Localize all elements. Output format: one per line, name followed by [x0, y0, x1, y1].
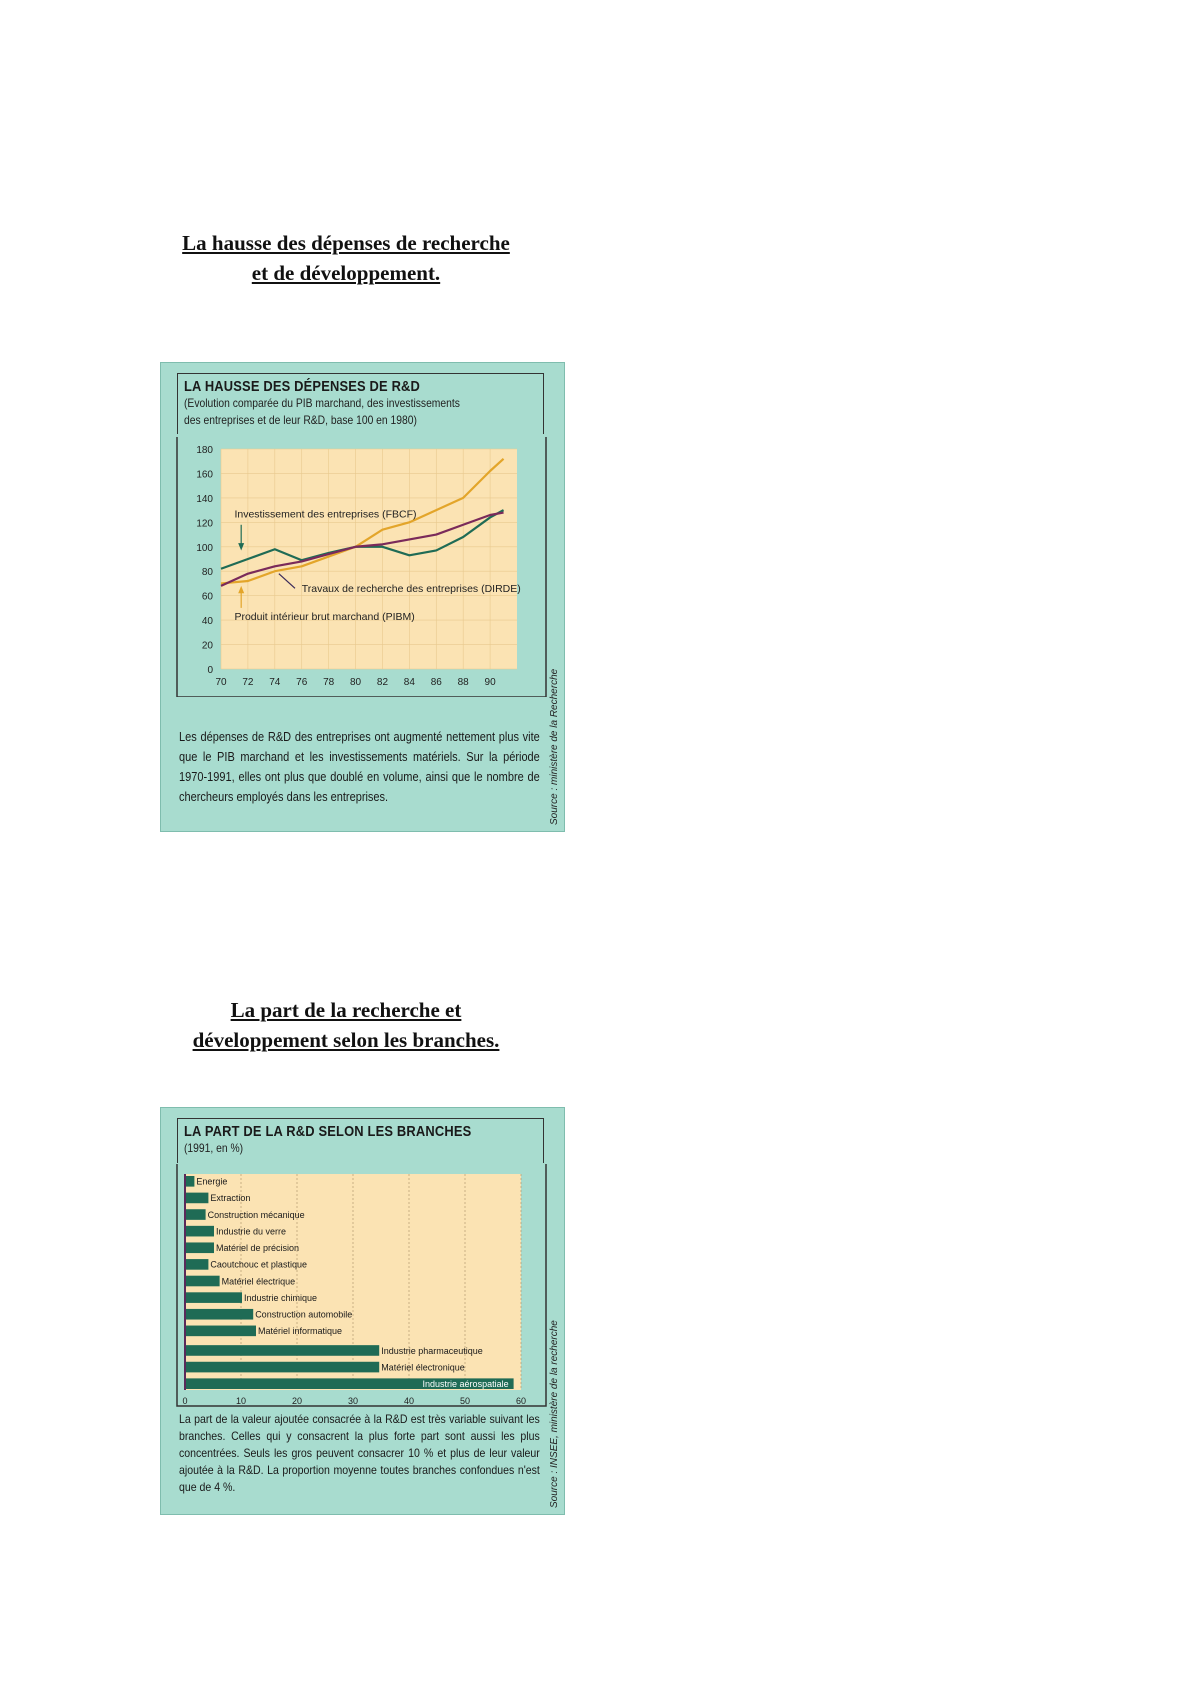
bar-label: Industrie pharmaceutique — [381, 1345, 483, 1356]
y-tick-label: 140 — [196, 493, 213, 505]
bar-label: Matériel de précision — [216, 1243, 300, 1254]
bar — [186, 1345, 379, 1356]
y-tick-label: 80 — [201, 567, 213, 579]
heading-line: et de développement. — [251, 261, 441, 285]
chart-title: LA HAUSSE DES DÉPENSES DE R&D — [184, 378, 421, 395]
bar — [186, 1209, 206, 1220]
y-tick-label: 120 — [196, 518, 213, 530]
x-tick-label: 78 — [323, 677, 335, 688]
heading-line: développement selon les branches. — [192, 1028, 500, 1052]
x-tick-label: 76 — [296, 677, 308, 688]
x-tick-label: 74 — [269, 677, 281, 688]
bar-label: Matériel informatique — [258, 1326, 343, 1337]
y-tick-label: 20 — [201, 640, 213, 652]
bar — [186, 1259, 208, 1270]
bar — [186, 1176, 194, 1187]
bar-label: Industrie aérospatiale — [422, 1379, 509, 1389]
bar — [186, 1193, 208, 1204]
y-tick-label: 100 — [196, 542, 213, 554]
bar-label: Caoutchouc et plastique — [210, 1259, 307, 1270]
y-tick-label: 40 — [201, 616, 213, 628]
bar — [186, 1309, 253, 1320]
bar — [186, 1362, 379, 1373]
bar-label: Matériel électronique — [381, 1362, 465, 1373]
bar — [186, 1292, 242, 1303]
bar-label: Industrie chimique — [244, 1292, 318, 1303]
chart-subtitle-line: (Evolution comparée du PIB marchand, des investissements — [184, 396, 460, 410]
bar — [186, 1226, 214, 1237]
bar — [186, 1276, 220, 1287]
source-note: Source : ministère de la Recherche — [549, 668, 560, 825]
plot-area — [221, 449, 517, 669]
annotation-pibm: Produit intérieur brut marchand (PIBM) — [234, 611, 415, 624]
x-tick-label: 30 — [347, 1396, 359, 1406]
chart-title: LA PART DE LA R&D SELON LES BRANCHES — [184, 1123, 472, 1140]
x-tick-label: 72 — [242, 677, 254, 688]
annotation-fbcf: Investissement des entreprises (FBCF) — [234, 508, 417, 521]
x-tick-label: 90 — [484, 677, 496, 688]
bar — [186, 1326, 256, 1337]
x-tick-label: 70 — [215, 677, 227, 688]
y-tick-label: 160 — [196, 469, 213, 481]
bar-label: Energie — [196, 1176, 228, 1187]
chart-caption: Les dépenses de R&D des entreprises ont augmenté nettement plus vite que le PIB marchand et les investissements matériels. Sur la période 1970-1991, elles ont plus que doublé en volume, ainsi que le nombre de chercheurs employés dans les entreprises. — [179, 730, 540, 804]
chart-header — [177, 373, 544, 434]
y-tick-label: 180 — [196, 445, 213, 456]
bar-label: Matériel électrique — [221, 1276, 296, 1287]
source-note: Source : INSEE, ministère de la recherche — [549, 1320, 560, 1508]
chart-subtitle-line: des entreprises et de leur R&D, base 100 en 1980) — [184, 413, 417, 427]
heading-line: La hausse des dépenses de recherche — [182, 231, 510, 255]
rd-branches-chart-panel — [160, 1107, 565, 1515]
x-tick-label: 20 — [291, 1396, 303, 1406]
x-tick-label: 50 — [459, 1396, 471, 1406]
line-chart — [161, 437, 566, 697]
bar-label: Construction mécanique — [207, 1209, 305, 1220]
x-tick-label: 0 — [182, 1396, 188, 1406]
x-tick-label: 60 — [515, 1396, 527, 1406]
x-tick-label: 82 — [376, 677, 389, 688]
x-tick-label: 80 — [349, 677, 362, 688]
chart-caption: La part de la valeur ajoutée consacrée à la R&D est très variable suivant les branches. Celles qui y consacrent la plus forte part sont aussi les plus concentrées. Seuls les gros peuvent consacrer 10 % et plus de leur valeur ajoutée à la R&D. La proportion moyenne toutes branches confondues n'est que de 4 %. — [179, 1412, 540, 1494]
x-tick-label: 84 — [403, 677, 415, 688]
chart-header — [177, 1118, 544, 1163]
bar — [186, 1242, 214, 1253]
y-tick-label: 60 — [201, 591, 213, 603]
x-tick-label: 88 — [457, 677, 469, 688]
x-tick-label: 86 — [430, 677, 442, 688]
bar-label: Construction automobile — [255, 1309, 353, 1320]
bar-chart — [161, 1164, 566, 1409]
section-heading-rd-branches — [166, 995, 526, 1055]
section-heading-rd-increase — [166, 228, 526, 288]
annotation-dirde: Travaux de recherche des entreprises (DIRDE) — [301, 583, 521, 595]
chart-subtitle: (1991, en %) — [184, 1141, 244, 1155]
y-tick-label: 0 — [207, 665, 213, 676]
x-tick-label: 40 — [403, 1396, 415, 1406]
x-tick-label: 10 — [235, 1396, 247, 1406]
heading-line: La part de la recherche et — [230, 998, 462, 1022]
bar-label: Industrie du verre — [216, 1226, 287, 1237]
rd-expenses-chart-panel — [160, 362, 565, 832]
bar-label: Extraction — [210, 1193, 251, 1204]
